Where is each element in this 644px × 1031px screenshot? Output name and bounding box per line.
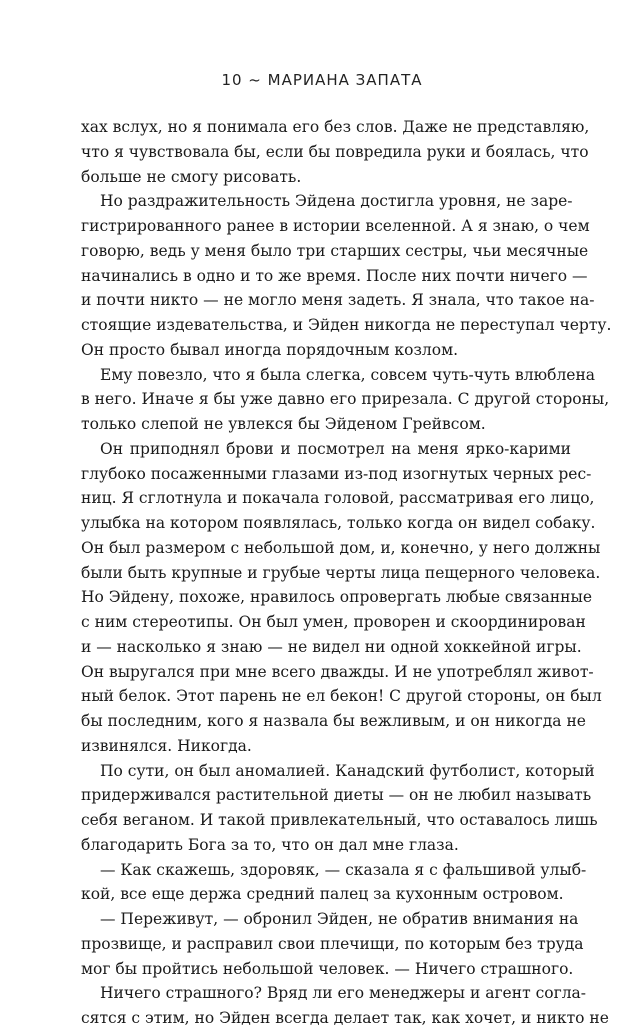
text-line: и — насколько я знаю — не видел ни одной хоккейной игры. <box>81 637 582 656</box>
text-line: улыбка на котором появлялась, только когда он видел собаку. <box>81 514 596 532</box>
text-line: ный белок. Этот парень не ел бекон! С другой стороны, он был <box>81 687 602 706</box>
text-line: Он просто бывал иногда порядочным козлом. <box>81 340 459 359</box>
text-line: гистрированного ранее в истории вселенной. А я знаю, о чем <box>81 217 590 235</box>
text-line: кой, все еще держа средний палец за кухонным островом. <box>81 885 564 904</box>
text-line: стоящие издевательства, и Эйден никогда не переступал черту. <box>81 316 612 334</box>
text-line: больше не смогу рисовать. <box>81 167 302 186</box>
text-line: глубоко посаженными глазами из-под изогнутых черных рес- <box>81 464 592 483</box>
text-line: — Переживут, — обронил Эйден, не обратив внимания на <box>100 910 579 928</box>
text-line: что я чувствовала бы, если бы повредила руки и боялась, что <box>81 142 589 161</box>
text-line: ниц. Я сглотнула и покачала головой, рассматривая его лицо, <box>81 489 595 508</box>
text-line: придерживался растительной диеты — он не любил называть <box>81 786 592 805</box>
text-line: благодарить Бога за то, что он дал мне глаза. <box>81 835 459 854</box>
text-line: — Как скажешь, здоровяк, — сказала я с фальшивой улыб- <box>100 860 587 879</box>
text-line: Он был размером с небольшой дом, и, конечно, у него должны <box>81 538 601 557</box>
text-line: мог бы пройтись небольшой человек. — Ничего страшного. <box>81 959 574 978</box>
text-line: Но раздражительность Эйдена достигла уровня, не заре- <box>100 192 573 211</box>
text-line: говорю, ведь у меня было три старших сестры, чьи месячные <box>81 241 589 260</box>
text-line: По сути, он был аномалией. Канадский футболист, который <box>100 761 595 780</box>
text-line: Ничего страшного? Вряд ли его менеджеры и агент согла- <box>100 984 587 1003</box>
text-line: только слепой не увлекся бы Эйденом Грейвсом. <box>81 415 486 433</box>
text-line: Но Эйдену, похоже, нравилось опровергать любые связанные <box>81 588 592 607</box>
text-line: извинялся. Никогда. <box>81 736 252 755</box>
text-line: с ним стереотипы. Он был умен, проворен и скоординирован <box>81 613 586 631</box>
text-line: прозвище, и расправил свои плечищи, по которым без труда <box>81 934 584 953</box>
body-text <box>81 115 612 1031</box>
text-line: бы последним, кого я назвала бы вежливым, и он никогда не <box>81 712 586 730</box>
text-line: Он выругался при мне всего дважды. И не употреблял живот- <box>81 662 594 681</box>
text-line: хах вслух, но я понимала его без слов. Даже не представляю, <box>81 118 590 136</box>
text-line: и почти никто — не могло меня задеть. Я знала, что такое на- <box>81 291 595 310</box>
text-line: себя веганом. И такой привлекательный, что оставалось лишь <box>81 811 598 829</box>
text-line: Он приподнял брови и посмотрел на меня ярко-карими <box>100 439 571 458</box>
text-line: сятся с этим, но Эйден всегда делает так, как хочет, и никто не <box>81 1009 609 1027</box>
text-line: были быть крупные и грубые черты лица пещерного человека. <box>81 563 601 582</box>
text-line: начинались в одно и то же время. После них почти ничего — <box>81 266 588 285</box>
text-line: Ему повезло, что я была слегка, совсем чуть-чуть влюблена <box>100 365 596 384</box>
text-line: в него. Иначе я бы уже давно его прирезала. С другой стороны, <box>81 390 610 409</box>
running-header: 10 ~ МАРИАНА ЗАПАТА <box>221 71 423 89</box>
